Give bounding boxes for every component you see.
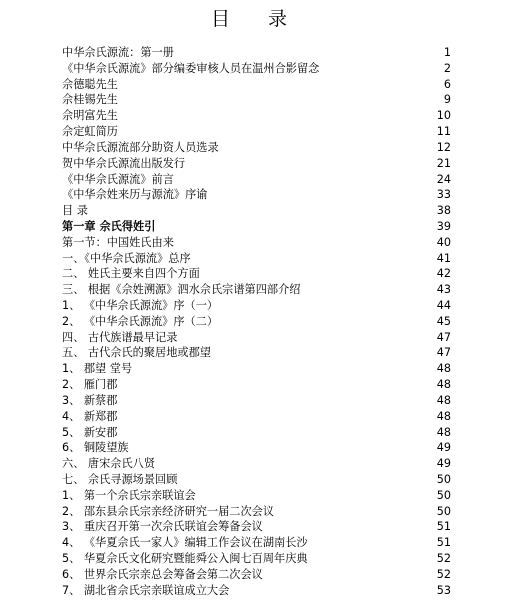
toc-entry xyxy=(62,330,451,346)
toc-entry-label: 佘明富先生 xyxy=(62,109,118,123)
toc-entry-label: 6、 铜陵望族 xyxy=(62,441,129,455)
toc-entry-page-number: 39 xyxy=(436,219,451,233)
toc-entry-label: 4、 《华夏佘氏一家人》编辑工作会议在湖南长沙 xyxy=(62,536,308,550)
toc-entry-page-number: 47 xyxy=(436,330,451,344)
toc-entry-label: 6、 世界佘氏宗亲总会筹备会第二次会议 xyxy=(62,567,263,581)
toc-entry-page-number: 42 xyxy=(436,267,451,281)
toc-entry-page-number: 52 xyxy=(436,567,451,581)
toc-entry xyxy=(62,108,451,124)
page-title: 目 录 xyxy=(210,8,304,30)
toc-entry xyxy=(62,535,451,551)
toc-entry-page-number: 48 xyxy=(436,409,451,423)
toc-entry-page-number: 9 xyxy=(443,93,451,107)
toc-entry-page-number: 50 xyxy=(436,472,451,486)
toc-entry-label: 7、 湖北省佘氏宗亲联谊成立大会 xyxy=(62,583,230,597)
toc-entry xyxy=(62,567,451,583)
toc-entry-label: 佘德聪先生 xyxy=(62,77,118,91)
toc-entry-label: 中华佘氏源流部分助资人员选录 xyxy=(62,140,219,154)
toc-entry-label: 2、 邵东县佘氏宗亲经济研究一届二次会议 xyxy=(62,504,275,518)
toc-entry-page-number: 38 xyxy=(436,204,451,218)
toc-entry xyxy=(62,187,451,203)
toc-entry-page-number: 12 xyxy=(436,140,451,154)
toc-entry-label: 中华佘氏源流：第一册 xyxy=(62,46,174,59)
toc-entry xyxy=(62,172,451,188)
toc-entry-label: 贺中华佘氏源流出版发行 xyxy=(62,156,186,170)
toc-entry xyxy=(62,393,451,409)
toc-entry-label: 四、 古代族谱最早记录 xyxy=(62,330,178,344)
toc-entry-label: 2、 雁门郡 xyxy=(62,378,118,392)
toc-entry-label: 七、 佘氏寻源场景回顾 xyxy=(62,472,178,486)
toc-entry-page-number: 48 xyxy=(436,393,451,407)
toc-entry-page-number: 1 xyxy=(443,46,451,59)
toc-entry xyxy=(62,314,451,330)
toc-entry xyxy=(62,45,451,61)
toc-entry-page-number: 48 xyxy=(436,378,451,392)
toc-entry-page-number: 50 xyxy=(436,504,451,518)
toc-entry-page-number: 2 xyxy=(443,61,451,75)
toc-entry xyxy=(62,235,451,251)
toc-entry xyxy=(62,124,451,140)
toc-entry-label: 目 录 xyxy=(62,204,88,218)
toc-entry-label: 1、 《中华佘氏源流》序（一） xyxy=(62,299,219,312)
toc-entry-page-number: 49 xyxy=(436,457,451,471)
toc-entry xyxy=(62,92,451,108)
toc-entry-label: 六、 唐宋佘氏八贤 xyxy=(62,457,156,471)
toc-entry-page-number: 43 xyxy=(436,283,451,297)
toc-entry-label: 5、 华夏佘氏文化研究暨能舜公入闽七百周年庆典 xyxy=(62,552,308,565)
toc-entry xyxy=(62,472,451,488)
toc-entry-page-number: 6 xyxy=(443,77,451,91)
toc-entry-page-number: 49 xyxy=(436,441,451,455)
toc-entry-label: 佘定虹简历 xyxy=(62,125,118,139)
toc-entry-page-number: 24 xyxy=(436,172,451,186)
toc-entry-page-number: 40 xyxy=(436,235,451,249)
toc-entry xyxy=(62,583,451,599)
toc-entry-label: 第一章 佘氏得姓引 xyxy=(62,219,156,233)
toc-entry-page-number: 51 xyxy=(436,536,451,550)
toc-entry-label: 《中华佘氏源流》前言 xyxy=(62,172,174,186)
toc-entry xyxy=(62,345,451,361)
toc-entry-label: 第一节：中国姓氏由来 xyxy=(62,235,174,249)
toc-entry-label: 5、 新安郡 xyxy=(62,425,118,439)
toc-entry-label: 《中华佘姓来历与源流》序谕 xyxy=(62,188,208,202)
toc-entry-label: 《中华佘氏源流》部分编委审核人员在温州合影留念 xyxy=(62,61,320,75)
toc-entry xyxy=(62,266,451,282)
toc-entry xyxy=(62,456,451,472)
toc-entry-label: 三、 根据《佘姓溯源》泗水佘氏宗谱第四部介绍 xyxy=(62,283,301,297)
toc-entry xyxy=(62,504,451,520)
toc-entry-page-number: 11 xyxy=(436,125,451,139)
toc-entry-page-number: 47 xyxy=(436,346,451,360)
toc-entry xyxy=(62,203,451,219)
toc-entry-label: 1、 郡望 堂号 xyxy=(62,362,133,376)
toc-entry-page-number: 33 xyxy=(436,188,451,202)
toc-entry xyxy=(62,361,451,377)
toc-entry xyxy=(62,140,451,156)
toc-entry-label: 二、 姓氏主要来自四个方面 xyxy=(62,267,200,281)
toc-entry-page-number: 21 xyxy=(436,156,451,170)
toc-entry-page-number: 51 xyxy=(436,520,451,534)
toc-entry xyxy=(62,440,451,456)
toc-entry-label: 3、 重庆召开第一次佘氏联谊会筹备会议 xyxy=(62,520,263,534)
toc-entry xyxy=(62,377,451,393)
toc-entry xyxy=(62,251,451,267)
toc-entry-page-number: 52 xyxy=(436,552,451,565)
toc-entry-page-number: 10 xyxy=(436,109,451,123)
toc-entry-label: 2、 《中华佘氏源流》序（二） xyxy=(62,314,219,328)
table-of-contents xyxy=(62,45,451,598)
toc-entry xyxy=(62,298,451,314)
toc-entry xyxy=(62,61,451,77)
toc-entry xyxy=(62,488,451,504)
toc-entry-label: 一、《中华佘氏源流》总序 xyxy=(62,251,191,265)
toc-entry xyxy=(62,77,451,93)
toc-entry xyxy=(62,425,451,441)
toc-entry-page-number: 41 xyxy=(436,251,451,265)
toc-entry-label: 1、 第一个佘氏宗亲联谊会 xyxy=(62,488,196,502)
toc-entry-page-number: 50 xyxy=(436,488,451,502)
toc-entry xyxy=(62,219,451,235)
toc-entry xyxy=(62,282,451,298)
toc-entry-label: 3、 新蔡郡 xyxy=(62,393,118,407)
toc-entry-page-number: 44 xyxy=(436,299,451,312)
toc-entry xyxy=(62,156,451,172)
toc-entry-page-number: 45 xyxy=(436,314,451,328)
toc-entry-label: 五、 古代佘氏的聚居地或郡望 xyxy=(62,346,211,360)
toc-entry-page-number: 48 xyxy=(436,362,451,376)
toc-entry-page-number: 48 xyxy=(436,425,451,439)
toc-entry-label: 4、 新郑郡 xyxy=(62,409,118,423)
toc-entry xyxy=(62,551,451,567)
toc-entry xyxy=(62,409,451,425)
toc-entry xyxy=(62,519,451,535)
toc-entry-label: 佘桂锡先生 xyxy=(62,93,118,107)
toc-entry-page-number: 53 xyxy=(436,583,451,597)
